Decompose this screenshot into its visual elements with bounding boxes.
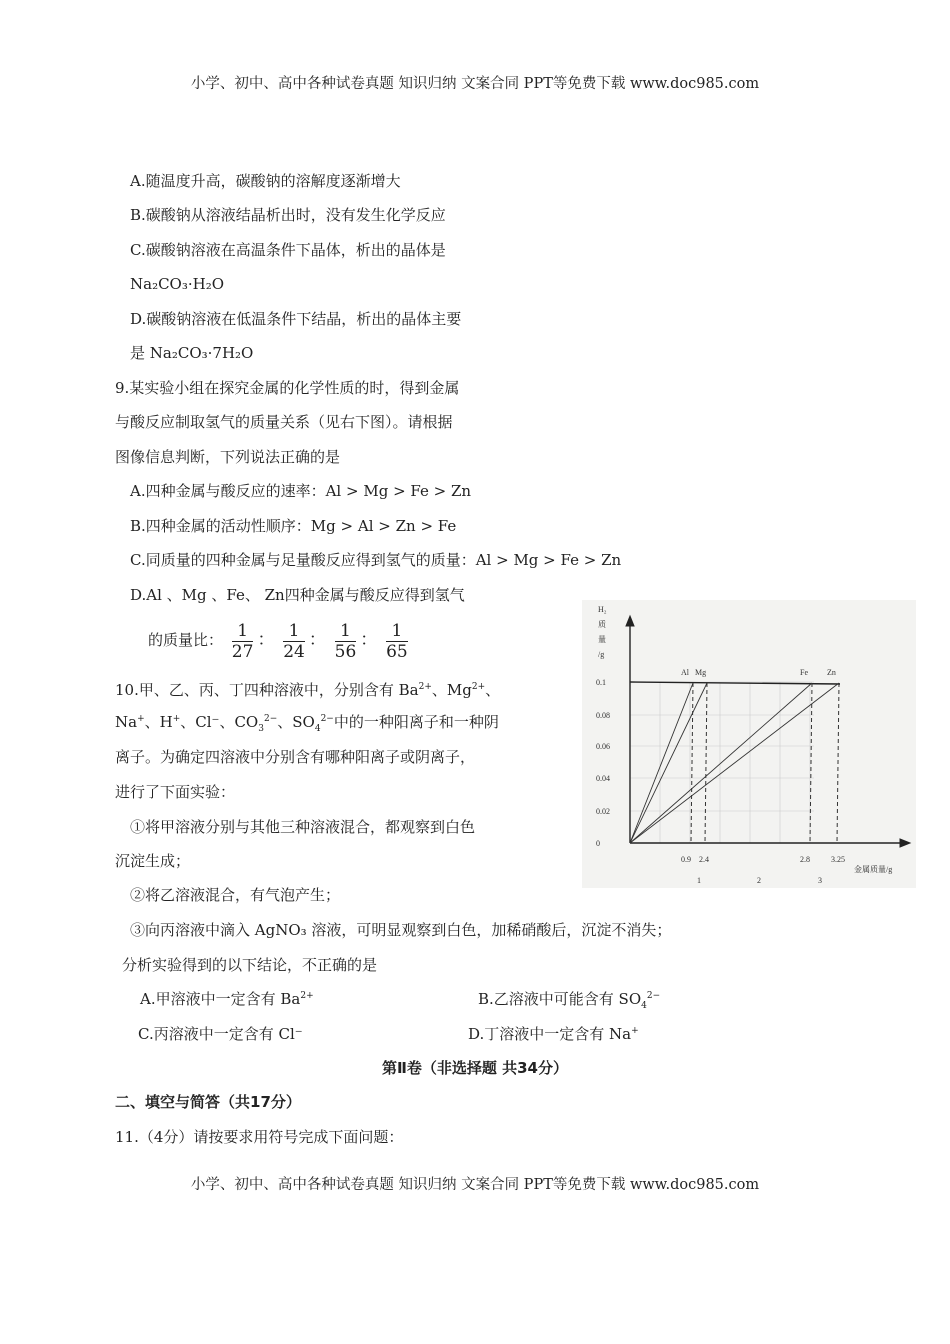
marker-dash-zn <box>837 683 839 843</box>
q10-experiment-1: ①将甲溶液分别与其他三种溶液混合，都观察到白色 <box>130 818 476 836</box>
x-marker-label: 2.4 <box>699 855 709 864</box>
x-tick-label: 1 <box>697 876 701 885</box>
q11-stem: 11.（4分）请按要求用符号完成下面问题： <box>115 1128 404 1146</box>
y-axis-label: H₂ <box>598 605 607 614</box>
q10-question: 分析实验得到的以下结论，不正确的是 <box>122 956 378 974</box>
q9-option-c: C.同质量的四种金属与足量酸反应得到氢气的质量：Al > Mg > Fe > Zn <box>130 551 622 569</box>
x-marker-label: 0.9 <box>681 855 691 864</box>
q8-option-b: B.碳酸钠从溶液结晶析出时，没有发生化学反应 <box>130 206 446 224</box>
y-axis-label: /g <box>598 650 605 659</box>
y-tick-label: 0 <box>596 839 600 848</box>
q10-option-b: B.乙溶液中可能含有 $SO_4^{2-}$ <box>478 990 661 1011</box>
hydrogen-mass-chart <box>582 600 916 888</box>
q10-option-c: C.丙溶液中一定含有 Cl⁻ <box>138 1025 303 1043</box>
q10-experiment-1: 沉淀生成； <box>115 852 191 870</box>
x-tick-label: 3 <box>818 876 822 885</box>
series-line-fe <box>630 683 812 843</box>
q9-stem: 图像信息判断，下列说法正确的是 <box>115 448 341 466</box>
section-title: 第Ⅱ卷（非选择题 共34分） <box>382 1059 568 1077</box>
x-axis-label: 金属质量/g <box>854 865 893 874</box>
fraction-fe: $\frac{1}{56}$ <box>334 620 357 662</box>
q8-option-a: A.随温度升高，碳酸钠的溶解度逐渐增大 <box>130 172 401 190</box>
series-line-mg <box>630 683 707 843</box>
q10-experiment-2: ②将乙溶液混合，有气泡产生； <box>130 886 341 904</box>
y-tick-label: 0.06 <box>596 742 610 751</box>
series-label: Al <box>681 668 689 677</box>
q9-option-a: A.四种金属与酸反应的速率：Al > Mg > Fe > Zn <box>130 482 472 500</box>
q10-stem: 10.甲、乙、丙、丁四种溶液中，分别含有 $Ba^{2+}$、$Mg^{2+}$、 <box>115 681 501 699</box>
q9-option-d: D.Al 、Mg 、Fe、 Zn四种金属与酸反应得到氢气 <box>130 586 465 604</box>
x-tick-label: 2 <box>757 876 761 885</box>
q10-stem: Na+、H+、Cl⁻、$CO_3^{2-}$、$SO_4^{2-}$中的一种阳离子和一种阴 <box>115 713 499 734</box>
q10-stem: 进行了下面实验： <box>115 783 236 801</box>
q8-option-d-formula: 是 Na₂CO₃·7H₂O <box>130 344 254 362</box>
fraction-mg: $\frac{1}{24}$ <box>283 620 305 662</box>
marker-dash-al <box>691 683 693 843</box>
y-axis-label: 量 <box>598 635 606 644</box>
q8-option-d: D.碳酸钠溶液在低温条件下结晶，析出的晶体主要 <box>130 310 462 328</box>
q10-experiment-3: ③向丙溶液中滴入 AgNO₃ 溶液，可明显观察到白色，加稀硝酸后，沉淀不消失； <box>130 921 672 939</box>
fraction-al: $\frac{1}{27}$ <box>231 620 254 662</box>
q8-option-c: C.碳酸钠溶液在高温条件下晶体，析出的晶体是 <box>130 241 446 259</box>
q10-option-a: A.甲溶液中一定含有 $Ba^{2+}$ <box>140 990 314 1008</box>
series-label: Mg <box>695 668 707 677</box>
y-tick-label: 0.1 <box>596 678 606 687</box>
q8-option-c-formula: Na₂CO₃·H₂O <box>130 275 225 293</box>
q9-stem: 9.某实验小组在探究金属的化学性质的时，得到金属 <box>115 379 460 397</box>
q10-stem: 离子。为确定四溶液中分别含有哪种阳离子或阴离子， <box>115 748 476 766</box>
q9-option-d-ratio: 的质量比： $\frac{1}{27}$ ： $\frac{1}{24}$ ： $\frac{1}{56}$ ： $\frac{1}{65}$ <box>148 620 408 662</box>
x-marker-label: 3.25 <box>831 855 845 864</box>
fraction-zn: $\frac{1}{65}$ <box>386 620 408 662</box>
series-label: Zn <box>827 668 836 677</box>
marker-dash-mg <box>705 683 707 843</box>
y-axis-label: 质 <box>598 620 606 629</box>
series-label: Fe <box>800 668 808 677</box>
q10-option-d: D.丁溶液中一定含有 Na+ <box>468 1025 639 1043</box>
ratio-label: 的质量比： <box>148 631 224 649</box>
page-footer: 小学、初中、高中各种试卷真题 知识归纳 文案合同 PPT等免费下载 www.doc985.com <box>190 1177 760 1193</box>
x-marker-label: 2.8 <box>800 855 810 864</box>
part-title: 二、填空与简答（共17分） <box>115 1093 301 1111</box>
q9-stem: 与酸反应制取氢气的质量关系（见右下图）。请根据 <box>115 413 453 431</box>
y-tick-label: 0.08 <box>596 711 610 720</box>
y-tick-label: 0.04 <box>596 774 610 783</box>
page-header: 小学、初中、高中各种试卷真题 知识归纳 文案合同 PPT等免费下载 www.doc985.com <box>190 76 760 92</box>
q9-option-b: B.四种金属的活动性顺序：Mg > Al > Zn > Fe <box>130 517 457 535</box>
y-tick-label: 0.02 <box>596 807 610 816</box>
